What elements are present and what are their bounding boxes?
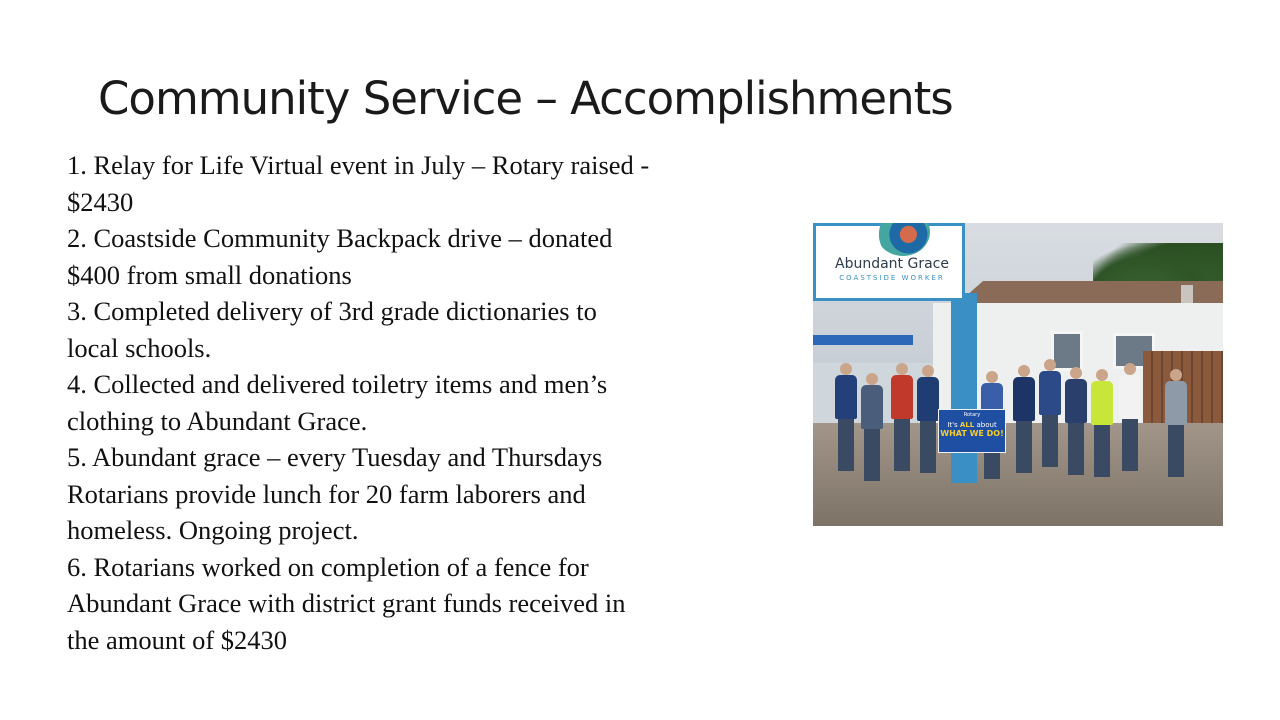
list-item-line: 5. Abundant grace – every Tuesday and Thursdays (67, 442, 603, 472)
list-item-line: Rotarians provide lunch for 20 farm laborers and (67, 478, 586, 509)
volunteer-figure (891, 363, 913, 473)
volunteer-legs (894, 419, 910, 471)
list-item (67, 147, 777, 220)
volunteer-figure (1091, 369, 1113, 479)
list-item (67, 549, 777, 659)
volunteer-legs (1068, 423, 1084, 475)
volunteer-head (1124, 363, 1136, 375)
volunteer-figure (1165, 369, 1187, 479)
list-item (67, 366, 777, 439)
photo-awning (813, 335, 913, 345)
volunteer-legs (838, 419, 854, 471)
banner-line2: WHAT WE DO! (940, 429, 1004, 438)
volunteer-head (1170, 369, 1182, 381)
volunteer-figure (1039, 359, 1061, 469)
list-item-line: $400 from small donations (67, 259, 352, 290)
banner-line1-suffix: about (974, 421, 997, 429)
volunteer-head (1018, 365, 1030, 377)
volunteers-photo (813, 223, 1223, 526)
volunteer-legs (864, 429, 880, 481)
volunteer-legs (1122, 419, 1138, 471)
list-item-line: Abundant Grace with district grant funds received in (67, 588, 626, 618)
volunteer-figure (1013, 365, 1035, 475)
sign-pole (951, 293, 977, 483)
accomplishments-list (67, 147, 777, 658)
list-item-line: 3. Completed delivery of 3rd grade dictionaries to (67, 296, 597, 326)
volunteer-figure (917, 365, 939, 475)
rotary-banner (938, 409, 1006, 453)
sign-title: Abundant Grace (835, 256, 949, 272)
volunteer-head (1096, 369, 1108, 381)
volunteer-head (840, 363, 852, 375)
volunteer-figure (1065, 367, 1087, 477)
abundant-grace-sign (813, 223, 965, 301)
volunteer-legs (1042, 415, 1058, 467)
list-item-line: homeless. Ongoing project. (67, 515, 359, 545)
list-item-line: local schools. (67, 332, 212, 363)
list-item (67, 439, 777, 549)
banner-line1-prefix: It's (947, 421, 960, 429)
list-item-line: 2. Coastside Community Backpack drive – donated (67, 223, 613, 253)
volunteer-shirt (1091, 381, 1113, 425)
banner-line1-highlight: ALL (959, 421, 975, 429)
volunteer-shirt (1039, 371, 1061, 415)
volunteer-shirt (917, 377, 939, 421)
volunteer-shirt (891, 375, 913, 419)
list-item-line: clothing to Abundant Grace. (67, 405, 368, 436)
volunteer-shirt (1013, 377, 1035, 421)
volunteer-head (866, 373, 878, 385)
slide-title: Community Service – Accomplishments (98, 72, 953, 125)
volunteer-figure (835, 363, 857, 473)
list-item (67, 293, 777, 366)
abundant-grace-logo-icon (876, 223, 930, 256)
list-item-line: the amount of $2430 (67, 624, 288, 655)
volunteer-shirt (1165, 381, 1187, 425)
volunteer-head (896, 363, 908, 375)
volunteer-shirt (1119, 375, 1141, 419)
banner-org: Rotary (963, 412, 981, 418)
list-item-line: 6. Rotarians worked on completion of a fence for (67, 551, 589, 582)
sign-subtitle: COASTSIDE WORKER (839, 274, 945, 282)
volunteer-legs (920, 421, 936, 473)
list-item (67, 220, 777, 293)
photo-chimney (1181, 285, 1193, 305)
banner-line1 (939, 421, 1005, 429)
volunteer-head (1070, 367, 1082, 379)
list-item-line: 1. Relay for Life Virtual event in July – Rotary raised - (67, 150, 650, 180)
volunteer-legs (1016, 421, 1032, 473)
volunteer-head (986, 371, 998, 383)
volunteer-legs (1094, 425, 1110, 477)
volunteer-shirt (1065, 379, 1087, 423)
volunteer-shirt (835, 375, 857, 419)
volunteer-figure (1119, 363, 1141, 473)
volunteer-shirt (861, 385, 883, 429)
list-item-line: $2430 (67, 186, 134, 217)
list-item-line: 4. Collected and delivered toiletry items and men’s (67, 369, 608, 399)
volunteer-legs (1168, 425, 1184, 477)
volunteer-head (922, 365, 934, 377)
volunteer-head (1044, 359, 1056, 371)
volunteer-figure (861, 373, 883, 483)
